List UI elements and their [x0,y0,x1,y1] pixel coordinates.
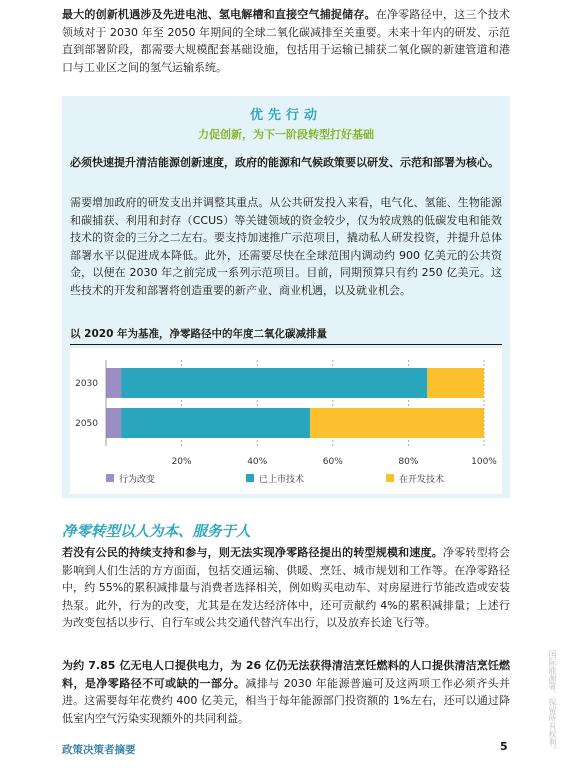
x-tick-label: 60% [322,457,343,467]
x-tick-label: 20% [171,457,192,467]
box-lead: 必须快速提升清洁能源创新速度，政府的能源和气候政策要以研发、示范和部署为核心。 [70,156,499,169]
intro-lead: 最大的创新机遇涉及先进电池、氢电解槽和直接空气捕捉储存。 [62,8,376,21]
chart-svg [62,346,510,496]
legend-label: 在开发技术 [399,475,445,485]
bar-segment [106,408,121,438]
x-tick-label: 100% [471,457,497,467]
bar-segment [106,368,121,398]
intro-paragraph [62,6,510,76]
bar-segment [121,408,310,438]
bar-segment [121,368,427,398]
section2-paragraph-2 [62,657,510,727]
priority-action-box [62,96,510,498]
box-subtitle: 力促创新，为下一阶段转型打好基础 [198,128,374,141]
p1-text: 净零转型将会影响到人们生活的方方面面，包括交通运输、供暖、烹饪、城市规划和工作等。在净零路径中，约 55%的累积减排量与消费者选择相关，例如购买电动车、对房屋进行节能改造或安装热泵。此外，行为的改变，尤其是在发达经济体中，还可贡献约 4%的累积减排量；上述行为改变包括以步行、自行车或公共交通代替汽车出行，以及放弃长途飞行等。 [62,546,511,629]
legend-swatch [106,474,114,482]
chart-title: 以 2020 年为基准，净零路径中的年度二氧化碳减排量 [70,328,328,340]
p2-lead: 为约 7.85 亿无电人口提供电力，为 26 亿仍无法获得清洁烹饪燃料的人口提供清洁烹饪燃料，是净零路径不可或缺的一部分。 [62,659,510,690]
p2-text: 减排与 2030 年能源普遍可及这两项工作必须齐头并进。这需要每年花费约 400 亿美元，相当于每年能源部门投资额的 1%左右，还可以通过降低室内空气污染实现额外的共同利益。 [62,676,510,725]
side-copyright: 国际能源署。保留所有权利。 [548,650,557,754]
bar-segment [310,408,484,438]
section2-paragraph-1 [62,544,510,632]
bar-segment [427,368,484,398]
box-title: 优先行动 [249,108,322,123]
legend-swatch [246,474,254,482]
footer-label: 政策决策者摘要 [62,744,136,756]
chart-title-rule [70,344,502,345]
legend-swatch [386,474,394,482]
section-heading: 净零转型以人为本、服务于人 [62,524,251,540]
emissions-chart [62,346,510,496]
legend-label: 行为改变 [119,475,156,485]
x-tick-label: 80% [398,457,419,467]
legend-label: 已上市技术 [259,475,305,485]
page-number: 5 [500,740,508,753]
y-category-label: 2050 [75,419,98,429]
p1-lead: 若没有公民的持续支持和参与，则无法实现净零路径提出的转型规模和速度。 [62,546,443,559]
intro-text: 在净零路径中，这三个技术领域对于 2030 年至 2050 年期间的全球二氧化碳减排至关重要。未来十年内的研发、示范直到部署阶段，都需要大规模配套基础设施，包括用于运输已捕获二氧化碳的新建管道和港口与工业区之间的氢气运输系统。 [62,8,511,74]
box-body: 需要增加政府的研发支出并调整其重点。从公共研发投入来看，电气化、氢能、生物能源和碳捕获、利用和封存（CCUS）等关键领域的资金较少，仅为较成熟的低碳发电和能效技术的资金的三分之二左右。要支持加速推广示范项目，撬动私人研发投资，并提升总体部署水平以促进成本降低。此外，还需要尽快在全球范围内调动约 900 亿美元的公共资金，以便在 2030 年之前完成一系列示范项目。目前，同期预算只有约 250 亿美元。这些技术的开发和部署将创造重要的新产业、商业机遇，以及就业机会。 [70,196,502,297]
x-tick-label: 40% [247,457,268,467]
y-category-label: 2030 [75,379,98,389]
